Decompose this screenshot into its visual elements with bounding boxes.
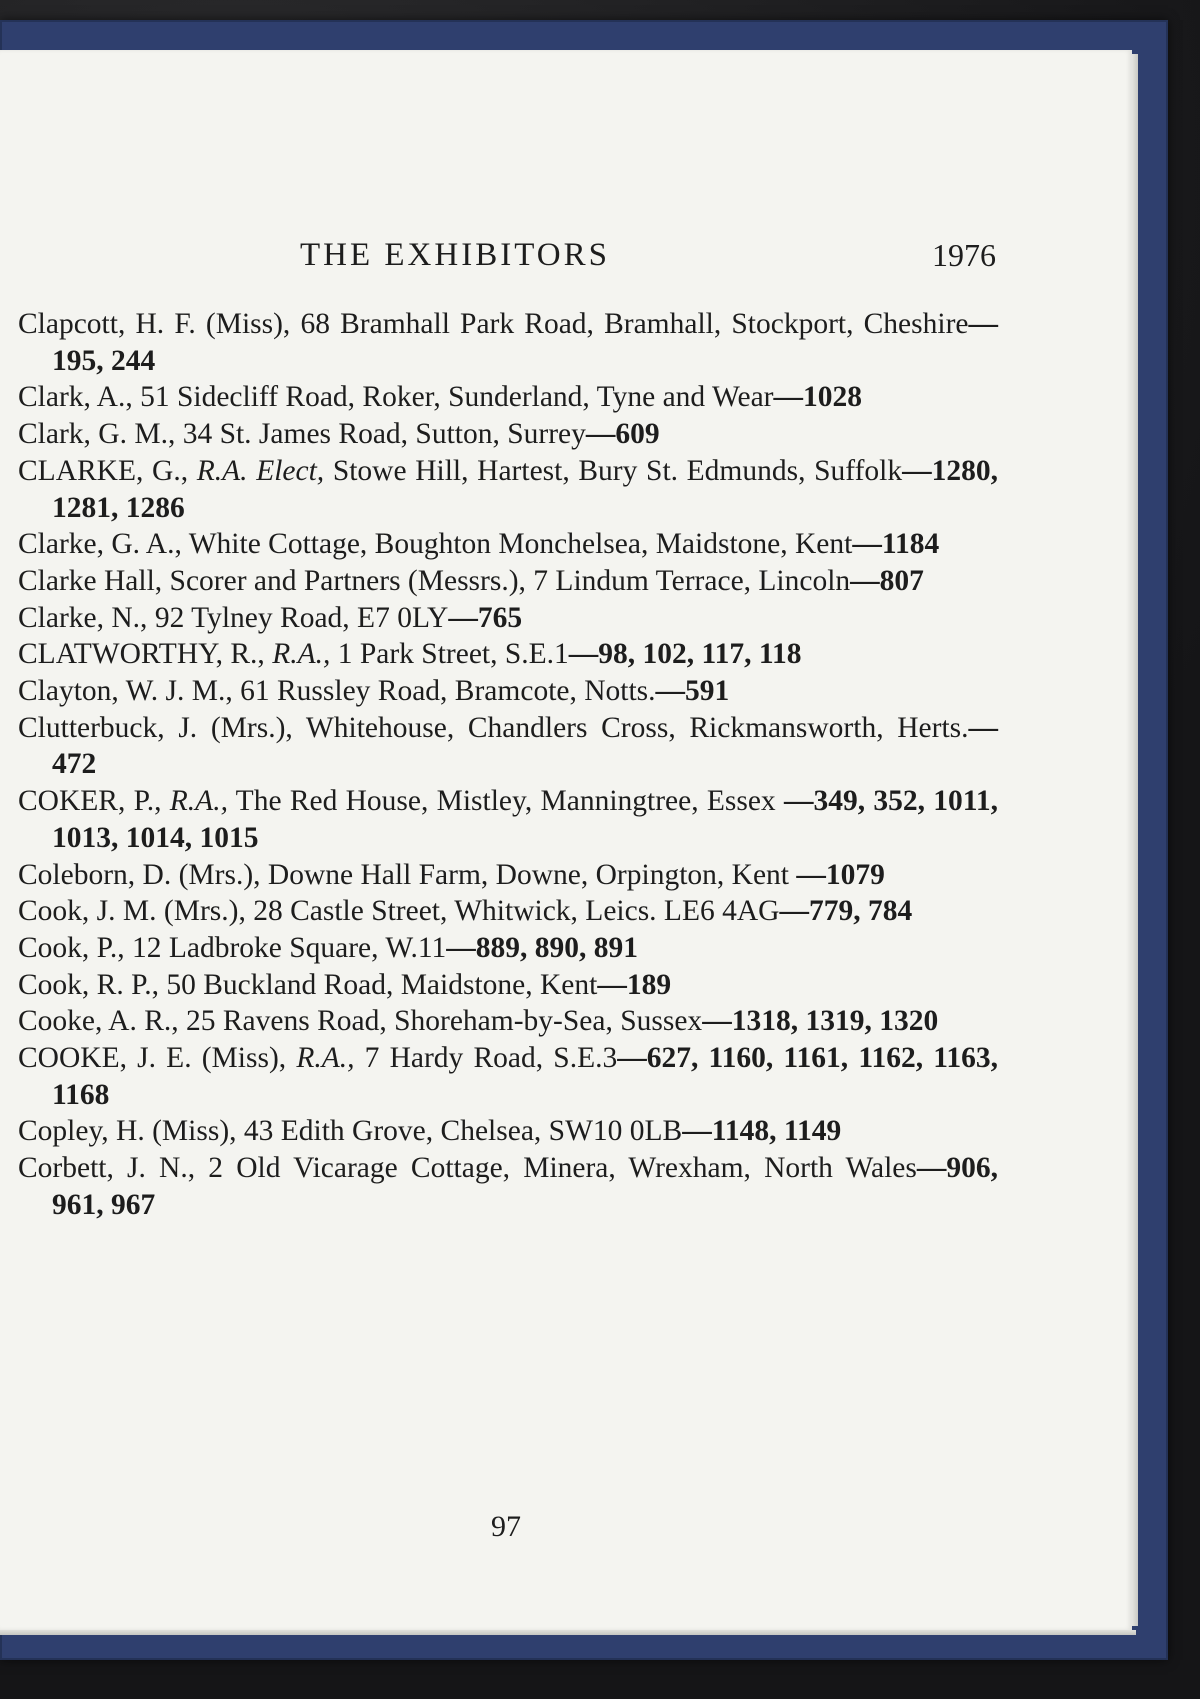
- exhibitor-name: Clarke, N.,: [18, 601, 148, 634]
- exhibitor-address: Stowe Hill, Hartest, Bury St. Edmunds, Suffolk: [324, 454, 903, 487]
- exhibitor-address: Downe Hall Farm, Downe, Orpington, Kent: [260, 858, 789, 891]
- exhibitor-address: 68 Bramhall Park Road, Bramhall, Stockport, Cheshire: [290, 308, 969, 340]
- catalogue-numbers: —1148, 1149: [682, 1115, 842, 1148]
- exhibitor-name: Cook, R. P.,: [18, 968, 159, 1001]
- catalogue-numbers: —349, 352, 1011, 1013, 1014, 1015: [52, 785, 998, 854]
- catalogue-numbers: —765: [448, 601, 523, 634]
- exhibitor-name: Clapcott, H. F. (Miss),: [18, 308, 291, 340]
- exhibitor-address: 61 Russley Road, Bramcote, Notts.: [232, 675, 656, 708]
- list-item: [18, 636, 998, 673]
- catalogue-numbers: —779, 784: [779, 895, 913, 928]
- list-item: [18, 416, 998, 453]
- exhibitor-name: Cooke, A. R.,: [18, 1005, 179, 1038]
- page-edge-bottom: [0, 1630, 1136, 1635]
- catalogue-numbers: —906, 961, 967: [52, 1152, 998, 1221]
- catalogue-numbers: —98, 102, 117, 118: [568, 638, 802, 671]
- catalogue-numbers: —609: [585, 418, 660, 451]
- exhibitor-address: 51 Sidecliff Road, Roker, Sunderland, Tyne and Wear: [132, 381, 774, 414]
- catalogue-numbers: —1318, 1319, 1320: [702, 1005, 939, 1038]
- exhibitor-name: Clarke, G. A.,: [18, 528, 182, 561]
- list-item: [18, 1040, 998, 1113]
- exhibitor-name: Corbett, J. N.,: [18, 1152, 196, 1185]
- book-page: [0, 50, 1132, 1630]
- exhibitor-address: 28 Castle Street, Whitwick, Leics. LE6 4AG: [245, 895, 780, 928]
- list-item: [18, 306, 998, 379]
- catalogue-numbers: —1184: [852, 528, 940, 561]
- page-edge-right: [1132, 54, 1138, 1626]
- page-year: 1976: [932, 237, 996, 273]
- exhibitor-qualification: R.A.,: [264, 638, 331, 671]
- exhibitor-name: CLARKE, G.,: [18, 454, 189, 487]
- exhibitor-name: Clayton, W. J. M.,: [18, 675, 233, 708]
- exhibitor-qualification: R.A.,: [286, 1042, 355, 1075]
- list-item: [18, 379, 998, 416]
- exhibitor-list: [18, 306, 998, 1224]
- catalogue-numbers: —195, 244: [52, 308, 998, 377]
- exhibitor-name: COOKE, J. E. (Miss),: [18, 1042, 287, 1075]
- exhibitor-address: 12 Ladbroke Square, W.11: [124, 931, 447, 964]
- list-item: [18, 967, 998, 1004]
- exhibitor-name: Clark, A.,: [18, 381, 133, 414]
- list-item: [18, 563, 998, 600]
- list-item: [18, 710, 998, 783]
- list-item: [18, 930, 998, 967]
- list-item: [18, 453, 998, 526]
- exhibitor-name: Clark, G. M.,: [18, 418, 176, 451]
- page-title: THE EXHIBITORS: [300, 237, 610, 273]
- exhibitor-qualification: R.A. Elect,: [188, 454, 325, 487]
- list-item: [18, 1003, 998, 1040]
- list-item: [18, 857, 998, 894]
- catalogue-numbers: —1028: [773, 381, 863, 414]
- list-item: [18, 673, 998, 710]
- catalogue-numbers: —889, 890, 891: [446, 931, 639, 964]
- exhibitor-name: Cook, J. M. (Mrs.),: [18, 895, 246, 928]
- exhibitor-name: Coleborn, D. (Mrs.),: [18, 858, 261, 891]
- catalogue-numbers: —1280, 1281, 1286: [52, 454, 998, 524]
- list-item: [18, 1113, 998, 1150]
- exhibitor-address: 25 Ravens Road, Shoreham-by-Sea, Sussex: [178, 1005, 703, 1038]
- catalogue-numbers: —1079: [788, 858, 885, 891]
- page-number: 97: [491, 1510, 521, 1543]
- exhibitor-address: 92 Tylney Road, E7 0LY: [147, 601, 449, 634]
- exhibitor-address: 2 Old Vicarage Cottage, Minera, Wrexham, North Wales: [195, 1152, 917, 1185]
- exhibitor-name: Clarke Hall, Scorer and Partners (Messrs.),: [18, 564, 526, 597]
- catalogue-numbers: —189: [597, 968, 672, 1001]
- catalogue-numbers: —627, 1160, 1161, 1162, 1163, 1168: [52, 1042, 998, 1111]
- exhibitor-address: 7 Lindum Terrace, Lincoln: [525, 564, 851, 597]
- list-item: [18, 893, 998, 930]
- list-item: [18, 526, 998, 563]
- exhibitor-name: Clutterbuck, J. (Mrs.),: [18, 711, 293, 744]
- exhibitor-name: Cook, P.,: [18, 931, 125, 964]
- exhibitor-address: 34 St. James Road, Sutton, Surrey: [175, 418, 586, 451]
- catalogue-numbers: —807: [850, 564, 924, 597]
- catalogue-numbers: —591: [655, 675, 730, 708]
- running-head: [0, 237, 1132, 277]
- catalogue-numbers: —472: [52, 711, 999, 781]
- list-item: [18, 1150, 998, 1223]
- exhibitor-name: Copley, H. (Miss),: [18, 1115, 237, 1148]
- exhibitor-qualification: R.A.,: [161, 785, 228, 818]
- exhibitor-address: 50 Buckland Road, Maidstone, Kent: [159, 968, 598, 1001]
- exhibitor-address: Whitehouse, Chandlers Cross, Rickmansworth, Herts.: [292, 711, 969, 744]
- exhibitor-name: COKER, P.,: [18, 785, 162, 818]
- exhibitor-address: 1 Park Street, S.E.1: [330, 638, 569, 671]
- exhibitor-name: CLATWORTHY, R.,: [18, 638, 265, 671]
- exhibitor-address: The Red House, Mistley, Manningtree, Essex: [227, 785, 776, 818]
- list-item: [18, 600, 998, 637]
- list-item: [18, 783, 998, 856]
- exhibitor-address: 7 Hardy Road, S.E.3: [354, 1042, 618, 1075]
- exhibitor-address: 43 Edith Grove, Chelsea, SW10 0LB: [236, 1115, 683, 1148]
- exhibitor-address: White Cottage, Boughton Monchelsea, Maidstone, Kent: [181, 528, 853, 561]
